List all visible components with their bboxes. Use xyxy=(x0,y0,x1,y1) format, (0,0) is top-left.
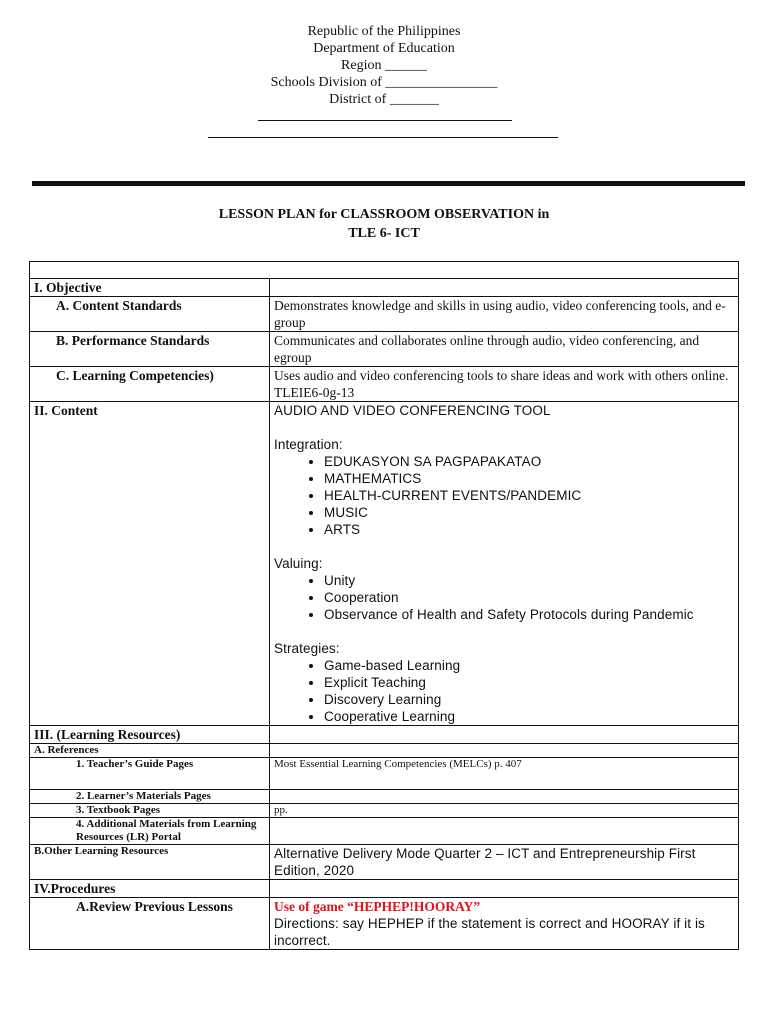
table-row xyxy=(30,880,739,898)
title-line-1: LESSON PLAN for CLASSROOM OBSERVATION in xyxy=(218,207,550,222)
table-cell-blank xyxy=(30,262,739,279)
header-republic: Republic of the Philippines xyxy=(307,24,461,39)
textbook-value: pp. xyxy=(270,804,739,818)
letterhead xyxy=(0,23,768,108)
table-row xyxy=(30,845,739,880)
header-underline-1 xyxy=(258,120,512,121)
teachers-guide-value: Most Essential Learning Competencies (MELCs) p. 407 xyxy=(270,758,739,790)
review-lessons-cell xyxy=(270,898,739,950)
procedures-heading: IV.Procedures xyxy=(30,880,270,898)
table-cell-blank xyxy=(270,880,739,898)
title-line-2: TLE 6- ICT xyxy=(348,226,420,241)
additional-materials-label: 4. Additional Materials from Learning Resources (LR) Portal xyxy=(30,818,270,845)
list-item: • Unity xyxy=(324,572,734,589)
content-cell xyxy=(270,402,739,726)
table-row xyxy=(30,262,739,279)
table-row xyxy=(30,898,739,950)
integration-list xyxy=(274,453,734,538)
table-row xyxy=(30,818,739,845)
list-item: • Observance of Health and Safety Protocols during Pandemic xyxy=(324,606,734,623)
table-cell-blank xyxy=(270,790,739,804)
table-cell-blank xyxy=(270,744,739,758)
list-item: • MUSIC xyxy=(324,504,734,521)
header-region: Region ______ xyxy=(341,58,427,73)
lesson-plan-table xyxy=(29,261,739,950)
list-item: • ARTS xyxy=(324,521,734,538)
header-divider xyxy=(32,181,745,186)
table-row xyxy=(30,367,739,402)
header-department: Department of Education xyxy=(313,41,455,56)
table-row xyxy=(30,402,739,726)
review-game-title: Use of game “HEPHEP!HOORAY” xyxy=(274,899,481,914)
table-cell-blank xyxy=(270,279,739,297)
objective-heading: I. Objective xyxy=(30,279,270,297)
table-cell-blank xyxy=(270,818,739,845)
content-standards-value: Demonstrates knowledge and skills in using audio, video conferencing tools, and e-group xyxy=(270,297,739,332)
learning-competencies-cell xyxy=(270,367,739,402)
performance-standards-value: Communicates and collaborates online through audio, video conferencing, and egroup xyxy=(270,332,739,367)
list-item: • MATHEMATICS xyxy=(324,470,734,487)
review-directions: Directions: say HEPHEP if the statement is correct and HOORAY if it is incorrect. xyxy=(274,916,705,948)
review-lessons-label: A.Review Previous Lessons xyxy=(30,898,270,950)
content-standards-label: A. Content Standards xyxy=(30,297,270,332)
strategies-list xyxy=(274,657,734,725)
learning-competencies-label: C. Learning Competencies) xyxy=(30,367,270,402)
references-label: A. References xyxy=(30,744,270,758)
other-resources-value: Alternative Delivery Mode Quarter 2 – ICT and Entrepreneurship First Edition, 2020 xyxy=(270,845,739,880)
table-row xyxy=(30,279,739,297)
list-item: • Cooperation xyxy=(324,589,734,606)
learning-competencies-value: Uses audio and video conferencing tools to share ideas and work with others online. xyxy=(274,368,729,383)
list-item: • Cooperative Learning xyxy=(324,708,734,725)
table-row xyxy=(30,297,739,332)
other-resources-label: B.Other Learning Resources xyxy=(30,845,270,880)
content-topic: AUDIO AND VIDEO CONFERENCING TOOL xyxy=(274,403,551,418)
table-cell-blank xyxy=(270,726,739,744)
valuing-list xyxy=(274,572,734,623)
header-division: Schools Division of ________________ xyxy=(270,75,498,90)
textbook-label: 3. Textbook Pages xyxy=(30,804,270,818)
table-row xyxy=(30,332,739,367)
learners-materials-label: 2. Learner’s Materials Pages xyxy=(30,790,270,804)
table-row xyxy=(30,790,739,804)
integration-label: Integration: xyxy=(274,437,343,452)
list-item: • EDUKASYON SA PAGPAPAKATAO xyxy=(324,453,734,470)
resources-heading: III. (Learning Resources) xyxy=(30,726,270,744)
list-item: • Explicit Teaching xyxy=(324,674,734,691)
teachers-guide-label: 1. Teacher’s Guide Pages xyxy=(30,758,270,790)
document-title xyxy=(0,205,768,243)
list-item: • Discovery Learning xyxy=(324,691,734,708)
header-district: District of _______ xyxy=(329,92,439,107)
list-item: • Game-based Learning xyxy=(324,657,734,674)
table-row xyxy=(30,744,739,758)
table-row xyxy=(30,758,739,790)
header-underline-2 xyxy=(208,137,558,138)
performance-standards-label: B. Performance Standards xyxy=(30,332,270,367)
learning-competencies-code: TLEIE6-0g-13 xyxy=(274,385,355,400)
list-item: • HEALTH-CURRENT EVENTS/PANDEMIC xyxy=(324,487,734,504)
table-row xyxy=(30,726,739,744)
table-row xyxy=(30,804,739,818)
valuing-label: Valuing: xyxy=(274,556,323,571)
content-heading: II. Content xyxy=(30,402,270,726)
strategies-label: Strategies: xyxy=(274,641,340,656)
